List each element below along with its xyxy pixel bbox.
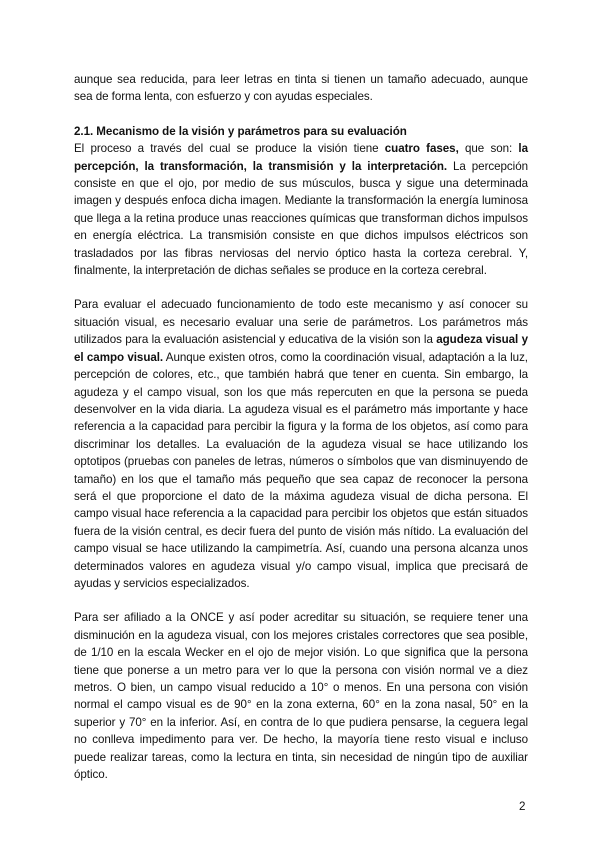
p1-text-3: La percepción consiste en que el ojo, por medio de sus músculos, busca y sigue una determinada imagen y después enfoca dicha imagen. Mediante la transformación la energía luminosa que llega a la retina produce unas reacciones químicas que transforman dichos impulsos en energía eléctrica. La transmisión consiste en que dichos impulsos eléctricos son trasladados por las fibras nerviosas del nervio óptico hasta la corteza cerebral. Y, finalmente, la interpretación de dichas señales se produce en la corteza cerebral. <box>74 159 528 278</box>
document-page <box>74 71 528 783</box>
intro-paragraph: aunque sea reducida, para leer letras en tinta si tienen un tamaño adecuado, aunque sea de forma lenta, con esfuerzo y con ayudas especiales. <box>74 73 528 104</box>
once-affiliation-paragraph: Para ser afiliado a la ONCE y así poder acreditar su situación, se requiere tener una disminución en la agudeza visual, con los mejores cristales correctores que sea posible, de 1/10 en la escala Wecker en el ojo de mejor visión. Lo que significa que la persona tiene que ponerse a un metro para ver lo que la persona con visión normal ve a diez metros. O bien, un campo visual reducido a 10° o menos. En una persona con visión normal el campo visual es de 90° en la zona externa, 60° en la zona nasal, 50° en la superior y 70° en la inferior. Así, en contra de lo que pudiera pensarse, la ceguera legal no conlleva impedimento para ver. De hecho, la mayoría tiene resto visual e incluso puede realizar tareas, como la lectura en tinta, sin necesidad de ningún tipo de auxiliar óptico. <box>74 611 528 782</box>
p2-text-2: Aunque existen otros, como la coordinación visual, adaptación a la luz, percepción de colores, etc., que también habrá que tener en cuenta. Sin embargo, la agudeza y el campo visual, son los que más repercuten en que la persona se pueda desenvolver en la vida diaria. La agudeza visual es el parámetro más importante y hace referencia a la capacidad para percibir la figura y la forma de los objetos, así como para discriminar los detalles. La evaluación de la agudeza visual se hace utilizando los optotipos (pruebas con paneles de letras, números o símbolos que van disminuyendo de tamaño) en los que el tamaño más pequeño que sea capaz de reconocer la persona será el que proporcione el dato de la máxima agudeza visual de dicha persona. El campo visual hace referencia a la capacidad para percibir los objetos que están situados fuera de la visión central, es decir fuera del punto de visión más nítido. La evaluación del campo visual se hace utilizando la campimetría. Así, cuando una persona alcanza unos determinados valores en agudeza visual y/o campo visual, implica que precisará de ayudas y servicios especializados. <box>74 350 528 590</box>
p2-text-1: Para evaluar el adecuado funcionamiento de todo este mecanismo y así conocer su situación visual, es necesario evaluar una serie de parámetros. Los parámetros más utilizados para la evaluación asistencial y educativa de la visión son la <box>74 298 528 347</box>
p1-bold-phases-list: la percepción, la transformación, la transmisión y la interpretación. <box>74 142 528 173</box>
vision-process-paragraph <box>74 140 528 279</box>
parameters-paragraph <box>74 296 528 592</box>
p2-bold-parameters: agudeza visual y el campo visual. <box>74 333 528 364</box>
p1-text-1: El proceso a través del cual se produce la visión tiene <box>74 142 385 156</box>
p1-bold-four-phases: cuatro fases, <box>384 142 459 156</box>
section-heading: 2.1. Mecanismo de la visión y parámetros para su evaluación <box>74 124 407 138</box>
p1-text-2: que son: <box>458 142 519 156</box>
page-number: 2 <box>519 800 526 813</box>
